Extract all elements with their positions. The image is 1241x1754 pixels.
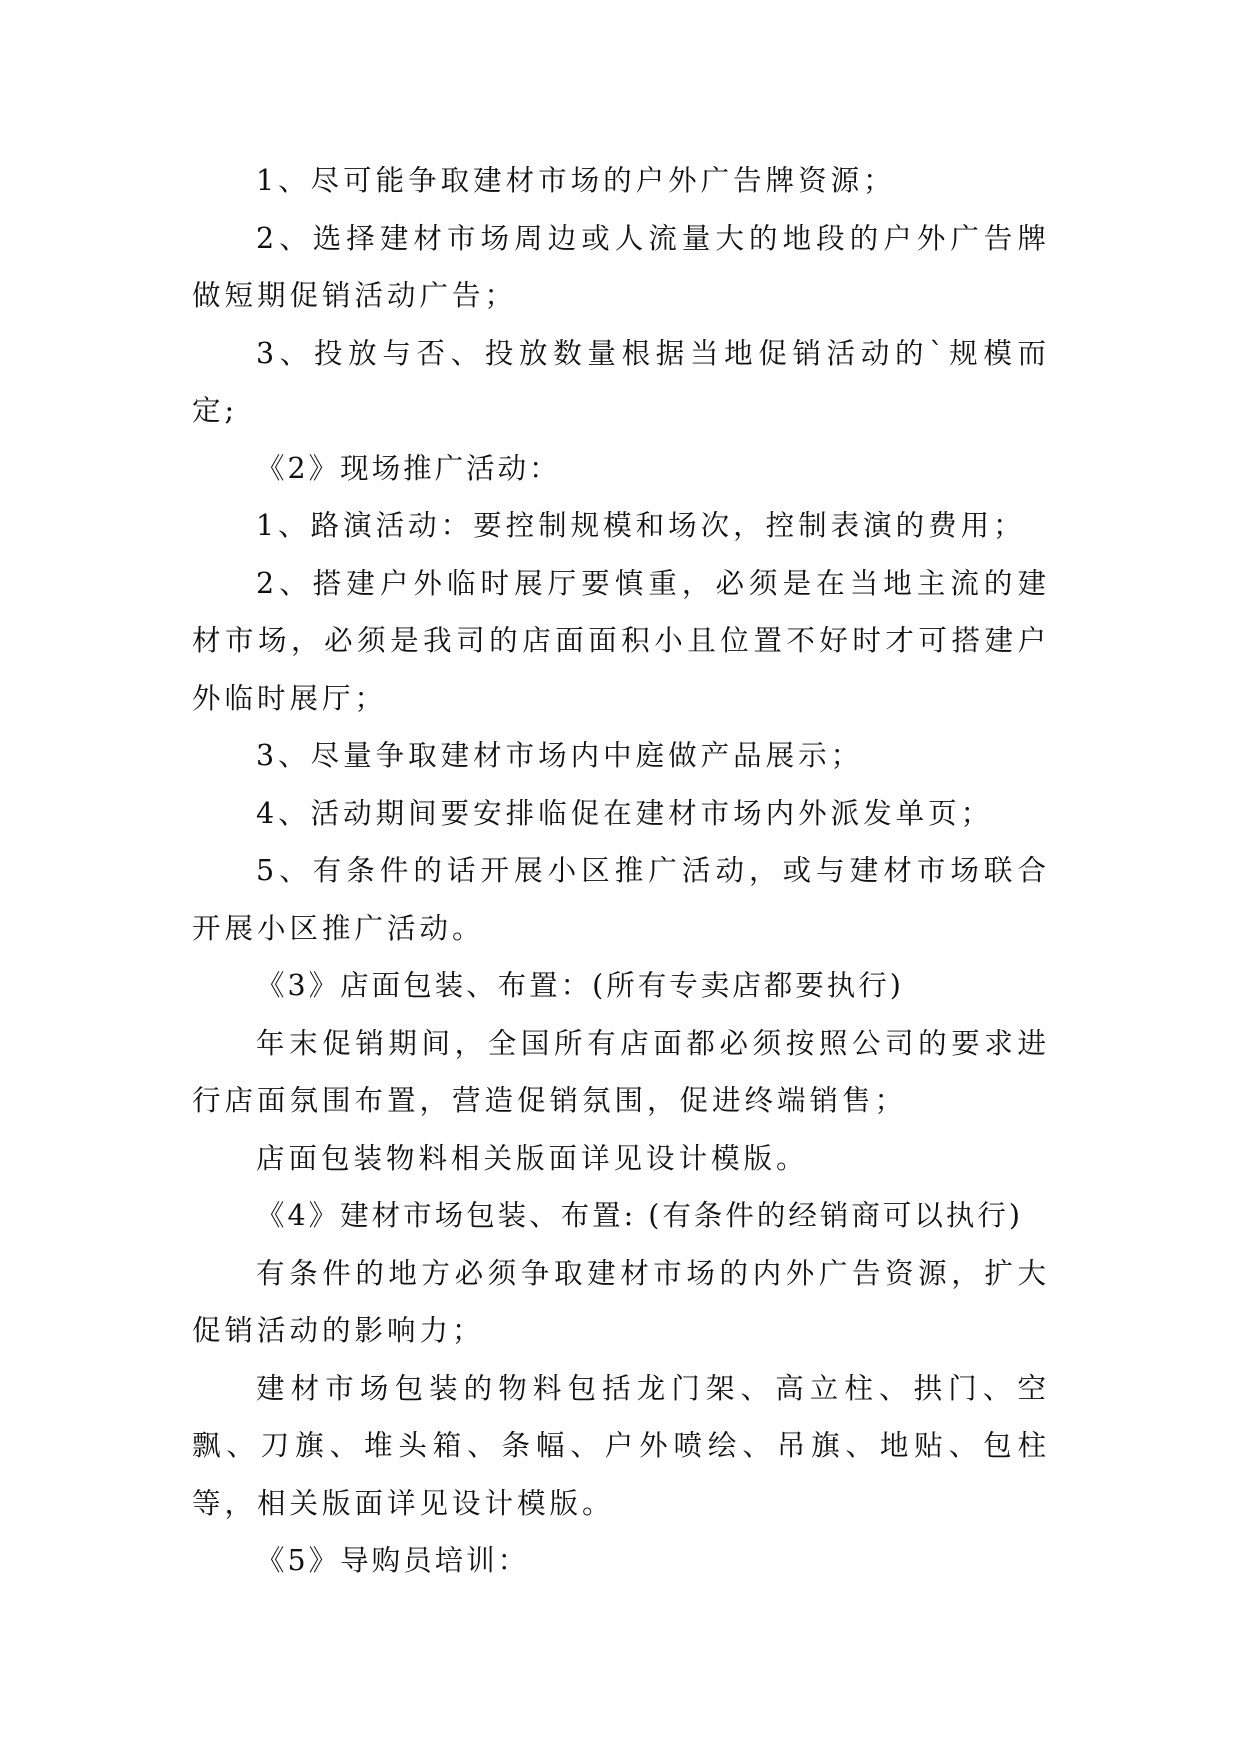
paragraph-market-materials: 建材市场包装的物料包括龙门架、高立柱、拱门、空飘、刀旗、堆头箱、条幅、户外喷绘、吊旗、地贴、包柱等，相关版面详见设计模版。 — [192, 1371, 1050, 1520]
paragraph-market-ad-resources: 有条件的地方必须争取建材市场的内外广告资源，扩大促销活动的影响力； — [192, 1256, 1050, 1347]
section-heading-staff-training: 《5》导购员培训： — [256, 1544, 530, 1577]
list-item-temporary-showroom: 2、搭建户外临时展厅要慎重，必须是在当地主流的建材市场，必须是我司的店面面积小且位置不好时才可搭建户外临时展厅； — [192, 566, 1050, 715]
list-item-community-promotion: 5、有条件的话开展小区推广活动，或与建材市场联合开展小区推广活动。 — [192, 854, 1050, 945]
document-body — [192, 152, 1050, 1590]
list-item-billboard-short-term-ads: 2、选择建材市场周边或人流量大的地段的户外广告牌做短期促销活动广告； — [192, 221, 1050, 312]
list-item-billboard-resources: 1、尽可能争取建材市场的户外广告牌资源； — [256, 164, 896, 197]
list-item-roadshow: 1、路演活动：要控制规模和场次，控制表演的费用； — [256, 509, 1026, 542]
list-item-placement-scale: 3、投放与否、投放数量根据当地促销活动的`规模而定; — [192, 336, 1050, 427]
list-item-atrium-display: 3、尽量争取建材市场内中庭做产品展示； — [256, 739, 864, 772]
list-item-flyer-distribution: 4、活动期间要安排临促在建材市场内外派发单页； — [256, 796, 994, 830]
section-heading-market-decoration: 《4》建材市场包装、布置: (有条件的经销商可以执行) — [256, 1199, 1024, 1232]
section-heading-store-decoration: 《3》店面包装、布置：(所有专卖店都要执行) — [256, 969, 904, 1002]
paragraph-store-atmosphere: 年末促销期间，全国所有店面都必须按照公司的要求进行店面氛围布置，营造促销氛围，促进终端销售； — [192, 1026, 1050, 1117]
paragraph-store-materials: 店面包装物料相关版面详见设计模版。 — [256, 1141, 809, 1175]
section-heading-onsite-promotion: 《2》现场推广活动： — [256, 451, 561, 485]
